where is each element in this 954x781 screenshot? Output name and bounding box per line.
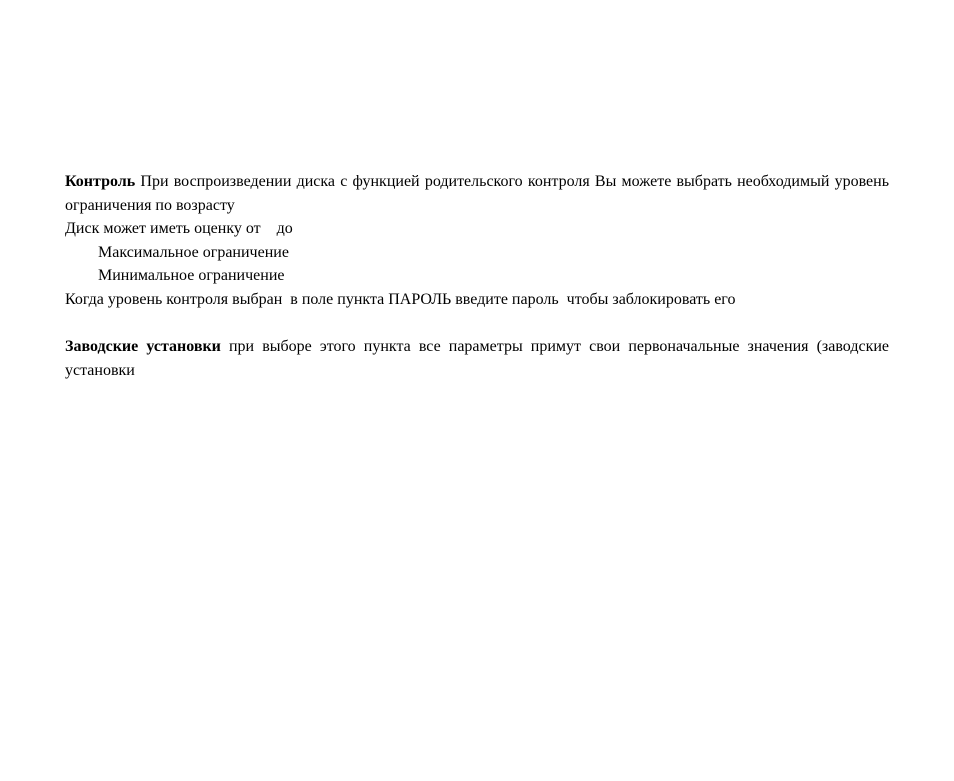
min-restriction-item: Минимальное ограничение <box>98 267 285 284</box>
document-page <box>65 170 889 382</box>
rating-range-line: Диск может иметь оценку от до <box>65 220 293 237</box>
control-description: При воспроизведении диска с функцией родительского контроля Вы можете выбрать необходимый уровень ограничения по возрасту <box>65 173 889 214</box>
factory-description: при выборе этого пункта все параметры примут свои первоначальные значения (заводские установки <box>65 338 890 379</box>
factory-paragraph <box>65 335 889 382</box>
paragraph-gap <box>65 311 889 335</box>
password-line: Когда уровень контроля выбран в поле пункта ПАРОЛЬ введите пароль чтобы заблокировать его <box>65 290 736 308</box>
control-term: Контроль <box>65 173 136 190</box>
control-paragraph <box>65 170 889 217</box>
factory-term: Заводские установки <box>65 338 221 355</box>
max-restriction-item: Максимальное ограничение <box>98 243 289 261</box>
